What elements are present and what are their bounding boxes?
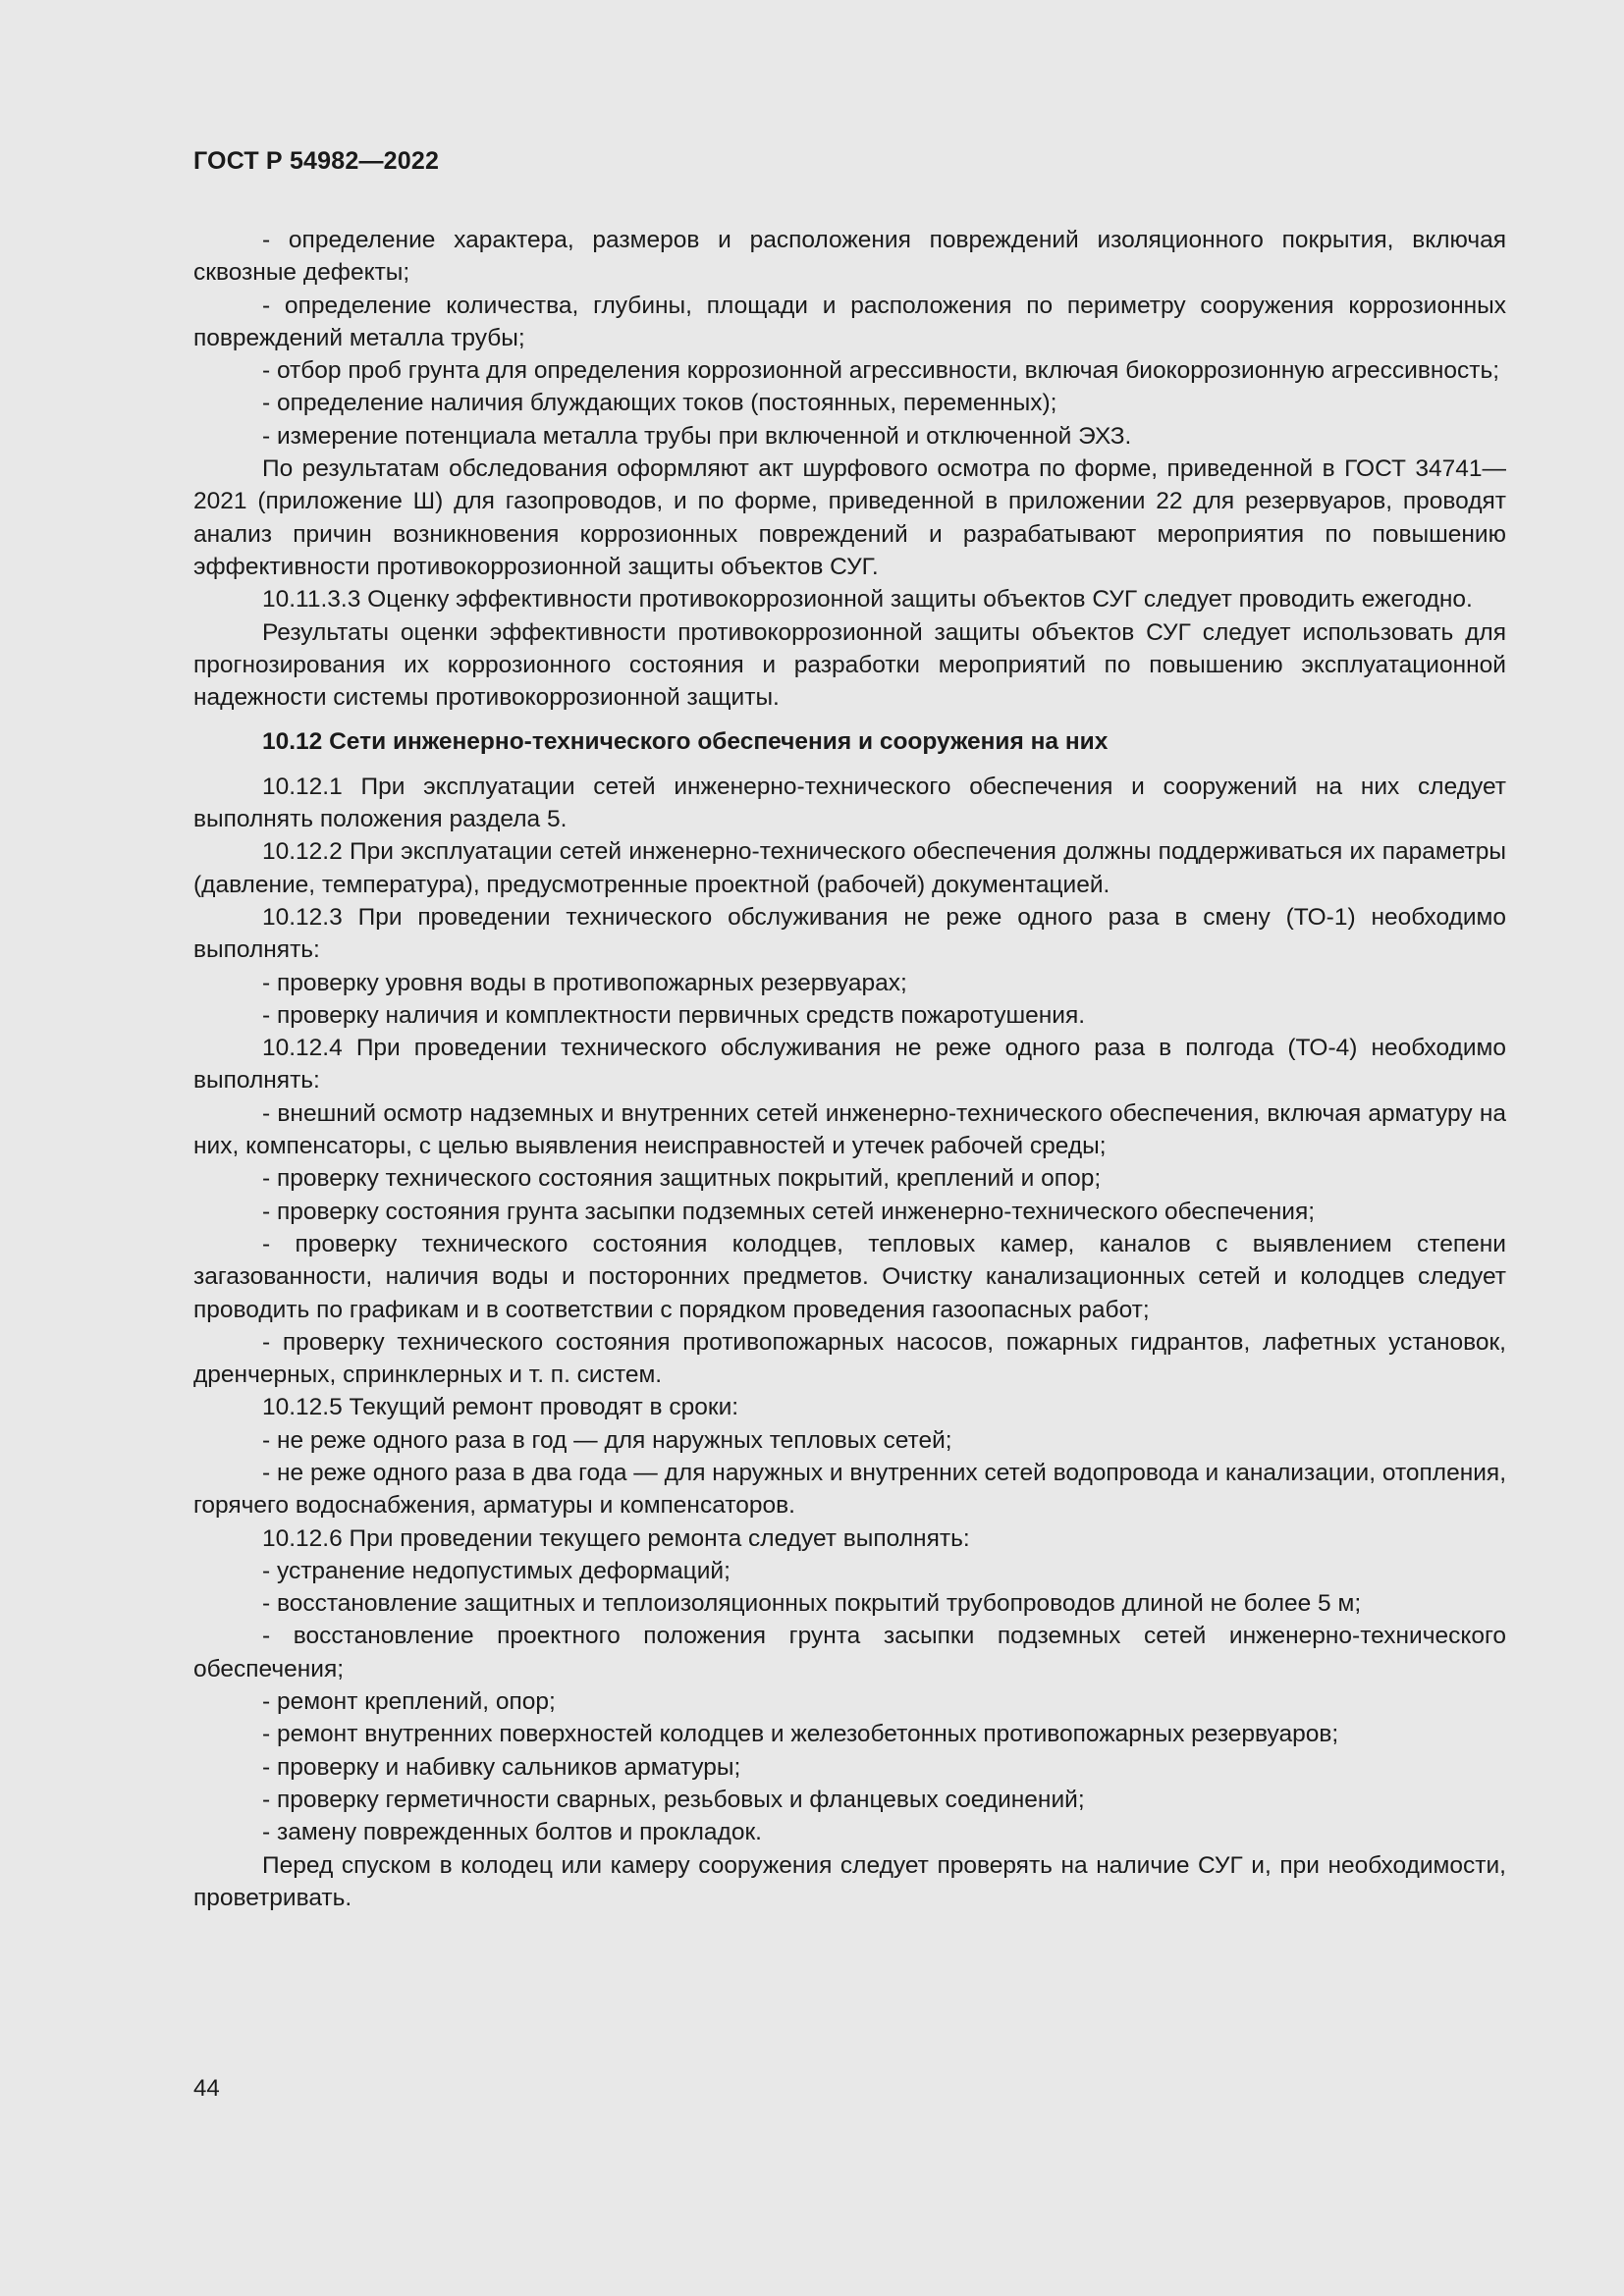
list-item: - проверку технического состояния противопожарных насосов, пожарных гидрантов, лафетных установок, дренчерных, спринклерных и т. п. систем. — [193, 1328, 1506, 1389]
paragraph: - определение наличия блуждающих токов (постоянных, переменных); — [262, 390, 1057, 417]
list-item: - проверку технического состояния защитных покрытий, креплений и опор; — [262, 1165, 1102, 1193]
list-item: - восстановление проектного положения грунта засыпки подземных сетей инженерно-технического обеспечения; — [193, 1623, 1506, 1682]
paragraph: Перед спуском в колодец или камеру сооружения следует проверять на наличие СУГ и, при необходимости, проветривать. — [193, 1851, 1506, 1911]
list-item: - проверку состояния грунта засыпки подземных сетей инженерно-технического обеспечения; — [262, 1198, 1316, 1225]
paragraph: - отбор проб грунта для определения коррозионной агрессивности, включая биокоррозионную агрессивность; — [262, 357, 1500, 385]
list-item: - проверку технического состояния колодцев, тепловых камер, каналов с выявлением степени загазованности, наличия воды и посторонних предметов. Очистку канализационных сетей и колодцев следует проводить по графикам и в соответствии с порядком проведения газоопасных работ; — [193, 1230, 1506, 1323]
section-heading: 10.12 Сети инженерно-технического обеспечения и сооружения на них — [262, 728, 1109, 756]
list-item: - внешний осмотр надземных и внутренних сетей инженерно-технического обеспечения, включая арматуру на них, компенсаторы, с целью выявления неисправностей и утечек рабочей среды; — [193, 1099, 1506, 1160]
paragraph: 10.11.3.3 Оценку эффективности противокоррозионной защиты объектов СУГ следует проводить ежегодно. — [262, 586, 1473, 614]
document-header: ГОСТ Р 54982—2022 — [193, 147, 440, 175]
paragraph: - измерение потенциала металла трубы при включенной и отключенной ЭХЗ. — [262, 422, 1132, 450]
paragraph: Результаты оценки эффективности противокоррозионной защиты объектов СУГ следует использовать для прогнозирования их коррозионного состояния и разработки мероприятий по повышению эксплуатационной надежности системы противокоррозионной защиты. — [193, 618, 1506, 712]
document-body — [193, 224, 1506, 1914]
page-number: 44 — [193, 2075, 220, 2102]
list-item: - проверку и набивку сальников арматуры; — [262, 1753, 741, 1781]
paragraph: - определение количества, глубины, площади и расположения по периметру сооружения коррозионных повреждений металла трубы; — [193, 292, 1506, 351]
paragraph: 10.12.4 При проведении технического обслуживания не реже одного раза в полгода (ТО-4) необходимо выполнять: — [193, 1035, 1506, 1095]
list-item: - не реже одного раза в год — для наружных тепловых сетей; — [262, 1426, 952, 1454]
list-item: - ремонт внутренних поверхностей колодцев и железобетонных противопожарных резервуаров; — [262, 1721, 1339, 1748]
list-item: - восстановление защитных и теплоизоляционных покрытий трубопроводов длиной не более 5 м; — [262, 1590, 1362, 1618]
paragraph: По результатам обследования оформляют акт шурфового осмотра по форме, приведенной в ГОСТ 34741—2021 (приложение Ш) для газопроводов, и по форме, приведенной в приложении 22 для резервуаров, проводят анализ причин возникновения коррозионных повреждений и разрабатывают мероприятия по повышению эффективности противокоррозионной защиты объектов СУГ. — [193, 455, 1506, 580]
paragraph: 10.12.2 При эксплуатации сетей инженерно-технического обеспечения должны поддерживаться их параметры (давление, температура), предусмотренные проектной (рабочей) документацией. — [193, 838, 1506, 898]
paragraph: - определение характера, размеров и расположения повреждений изоляционного покрытия, включая сквозные дефекты; — [193, 227, 1506, 287]
paragraph: 10.12.5 Текущий ремонт проводят в сроки: — [262, 1394, 739, 1421]
list-item: - проверку герметичности сварных, резьбовых и фланцевых соединений; — [262, 1786, 1085, 1813]
paragraph: 10.12.6 При проведении текущего ремонта следует выполнять: — [262, 1524, 970, 1552]
list-item: - ремонт креплений, опор; — [262, 1688, 556, 1716]
list-item: - замену поврежденных болтов и прокладок. — [262, 1819, 762, 1846]
list-item: - не реже одного раза в два года — для наружных и внутренних сетей водопровода и канализации, отопления, горячего водоснабжения, арматуры и компенсаторов. — [193, 1459, 1506, 1520]
list-item: - устранение недопустимых деформаций; — [262, 1557, 731, 1584]
paragraph: 10.12.3 При проведении технического обслуживания не реже одного раза в смену (ТО-1) необходимо выполнять: — [193, 903, 1506, 964]
list-item: - проверку уровня воды в противопожарных резервуарах; — [262, 969, 907, 996]
list-item: - проверку наличия и комплектности первичных средств пожаротушения. — [262, 1001, 1086, 1029]
paragraph: 10.12.1 При эксплуатации сетей инженерно-технического обеспечения и сооружений на них следует выполнять положения раздела 5. — [193, 773, 1506, 833]
